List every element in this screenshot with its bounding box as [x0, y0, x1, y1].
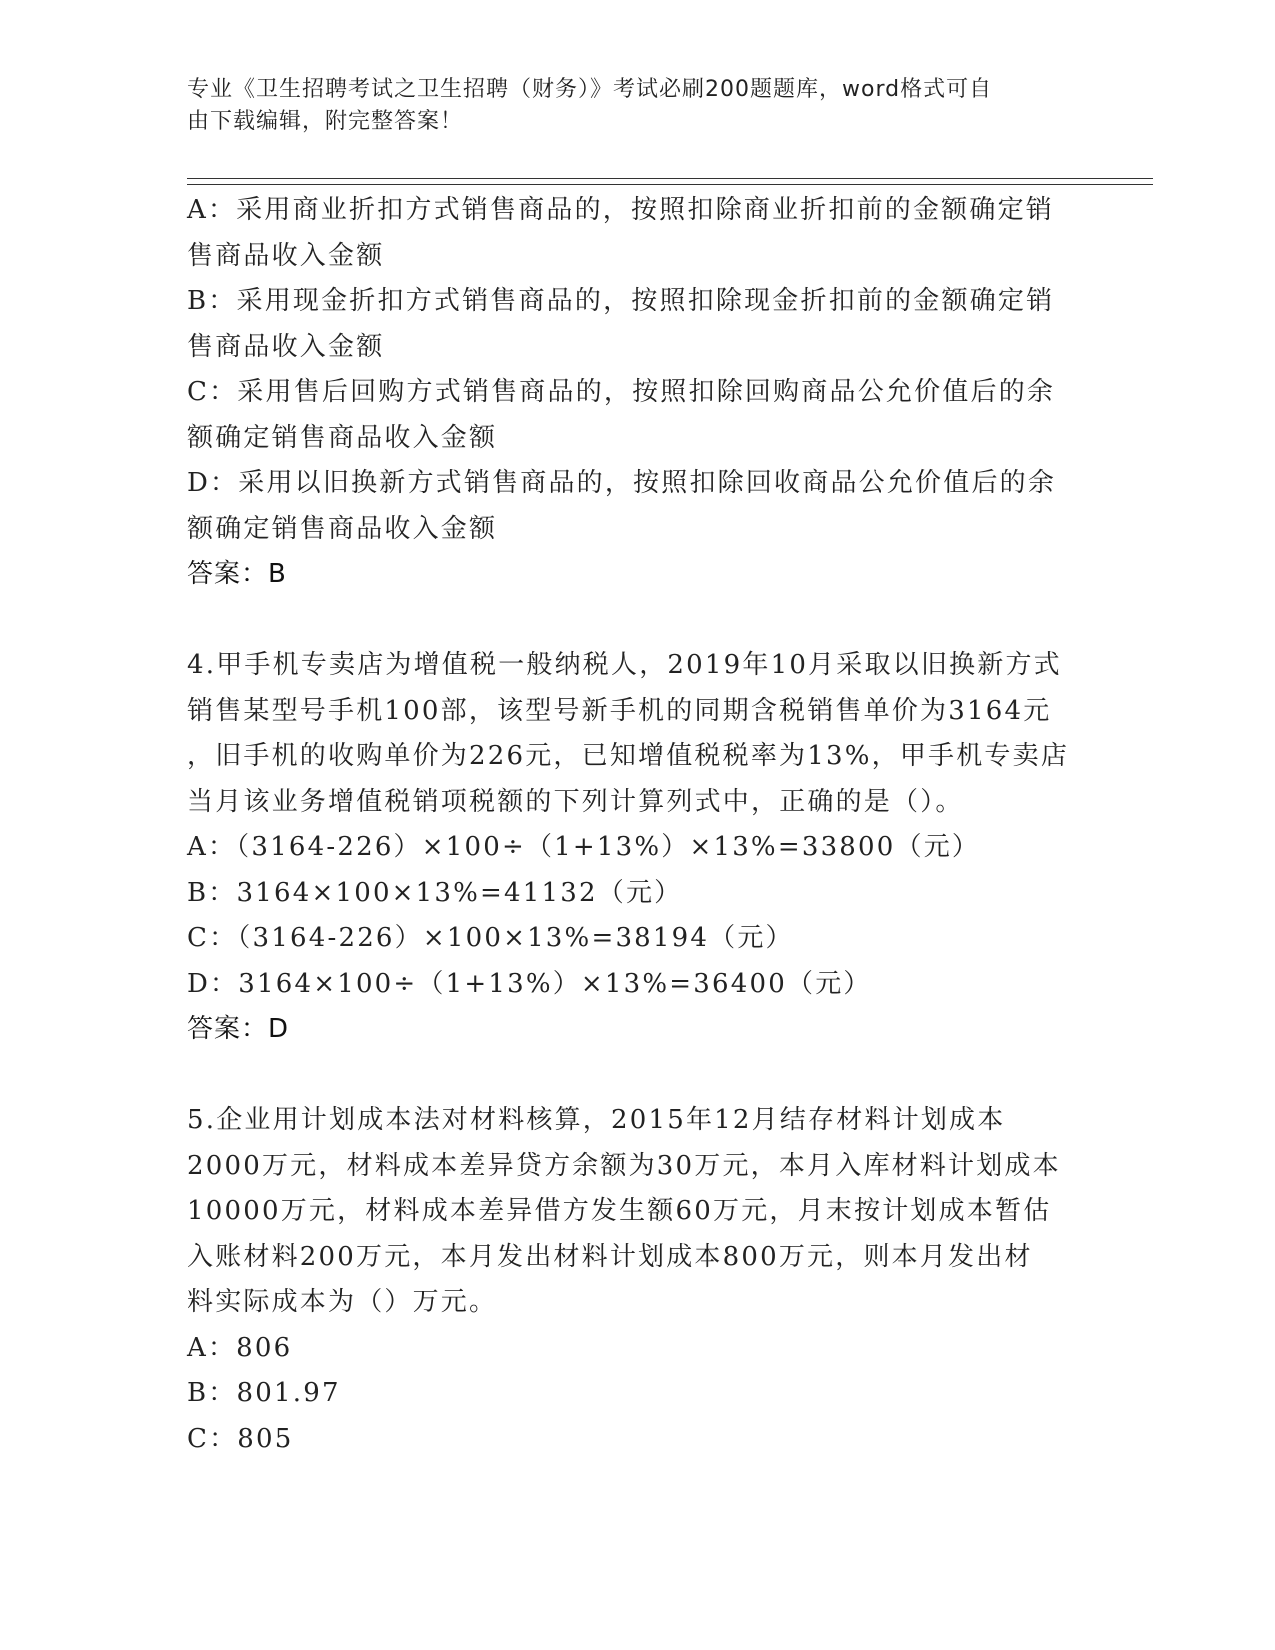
q3-option-d-line-2: 额确定销售商品收入金额: [187, 513, 498, 544]
q4-stem-line-3: ，旧手机的收购单价为226元，已知增值税税率为13%，甲手机专卖店: [187, 741, 1070, 771]
q4-option-d: D：3164×100÷（1+13%）×13%=36400（元）: [187, 968, 872, 999]
q5-option-c: C：805: [187, 1423, 294, 1454]
question-4: [187, 643, 1087, 1053]
q3-option-c-line-2: 额确定销售商品收入金额: [187, 422, 498, 453]
q4-answer: 答案：D: [187, 1014, 290, 1044]
header-line-2: 由下载编辑，附完整答案！: [187, 109, 464, 134]
q3-option-c-line-1: C：采用售后回购方式销售商品的，按照扣除回购商品公允价值后的余: [187, 377, 1056, 407]
q5-option-b: B：801.97: [187, 1378, 341, 1408]
q5-stem-line-2: 2000万元，材料成本差异贷方余额为30万元，本月入库材料计划成本: [187, 1150, 1061, 1181]
question-5: [187, 1098, 1087, 1462]
q5-stem-line-1: 5.企业用计划成本法对材料核算，2015年12月结存材料计划成本: [187, 1105, 1006, 1135]
q4-stem-line-1: 4.甲手机专卖店为增值税一般纳税人，2019年10月采取以旧换新方式: [187, 650, 1062, 680]
q5-stem-line-5: 料实际成本为（）万元。: [187, 1287, 498, 1317]
q3-option-d-line-1: D：采用以旧换新方式销售商品的，按照扣除回收商品公允价值后的余: [187, 468, 1057, 498]
page-header: [187, 74, 1067, 138]
question-3: [187, 188, 1087, 598]
header-line-1: 专业《卫生招聘考试之卫生招聘（财务）》考试必刷200题题库，word格式可自: [187, 77, 993, 102]
q4-stem-line-4: 当月该业务增值税销项税额的下列计算列式中，正确的是（）。: [187, 786, 964, 817]
q5-stem-line-3: 10000万元，材料成本差异借方发生额60万元，月末按计划成本暂估: [187, 1196, 1052, 1226]
q5-option-a: A：806: [187, 1332, 293, 1363]
q3-option-b-line-1: B：采用现金折扣方式销售商品的，按照扣除现金折扣前的金额确定销: [187, 286, 1055, 316]
q5-stem-line-4: 入账材料200万元，本月发出材料计划成本800万元，则本月发出材: [187, 1241, 1033, 1272]
header-divider-bottom: [187, 184, 1153, 185]
header-divider-top: [187, 178, 1153, 179]
q3-option-a-line-2: 售商品收入金额: [187, 240, 385, 271]
q4-stem-line-2: 销售某型号手机100部，该型号新手机的同期含税销售单价为3164元: [187, 695, 1052, 726]
q4-option-c: C：（3164-226）×100×13%=38194（元）: [187, 923, 794, 953]
q3-option-a-line-1: A：采用商业折扣方式销售商品的，按照扣除商业折扣前的金额确定销: [187, 195, 1054, 225]
q3-option-b-line-2: 售商品收入金额: [187, 331, 385, 362]
q3-answer: 答案：B: [187, 559, 287, 589]
q4-option-b: B：3164×100×13%=41132（元）: [187, 877, 683, 908]
q4-option-a: A：（3164-226）×100÷（1+13%）×13%=33800（元）: [187, 832, 981, 862]
